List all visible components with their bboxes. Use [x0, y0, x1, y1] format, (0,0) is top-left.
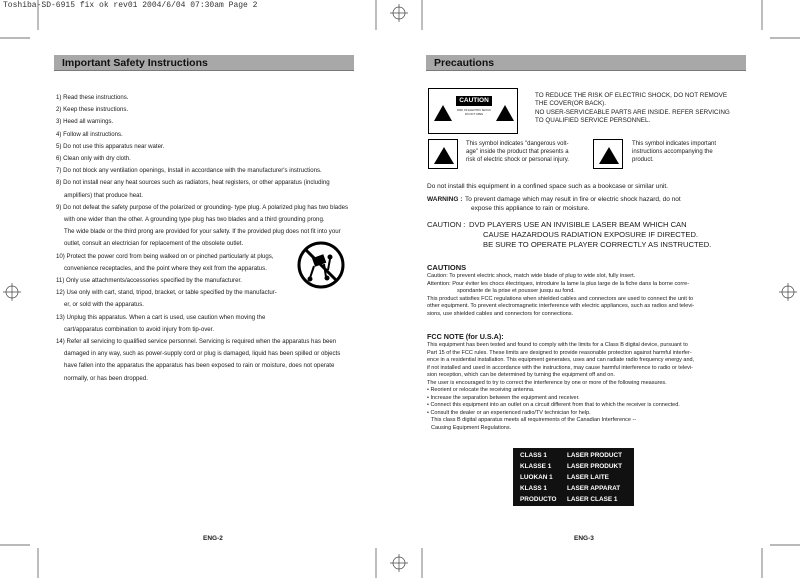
list-item-continuation: normally, or has been dropped.: [64, 374, 148, 382]
table-row: [513, 494, 634, 505]
text-line: Part 15 of the FCC rules. These limits are designed to provide reasonable protection against harmful interfer-: [427, 349, 692, 356]
list-item-continuation: convenience receptacles, and the point where they exit from the apparatus.: [64, 264, 267, 272]
table-row: [513, 461, 634, 472]
cautions-text: [427, 273, 747, 319]
warning-label: WARNING :: [427, 196, 463, 203]
text-line: if not installed and used in accordance with the instructions, may cause harmful interference to radio or televi-: [427, 364, 693, 371]
text-line: Attention: Pour éviter les chocs électriques, introduire la lame la plus large de la fiche dans la borne corre-: [427, 280, 690, 287]
text-line: To prevent damage which may result in fire or electric shock hazard, do not: [465, 196, 681, 203]
list-item: 2) Keep these instructions.: [56, 106, 129, 114]
text-line: This product satisfies FCC regulations when shielded cables and connectors are used to connect the unit to: [427, 295, 694, 302]
list-item: 3) Heed all warnings.: [56, 118, 114, 126]
text-line: THE COVER(OR BACK).: [535, 100, 607, 108]
printer-slug: Toshiba-SD-6915 fix ok rev01 2004/6/04 07:30am Page 2: [3, 1, 258, 10]
list-item-continuation: The wide blade or the third prong are provided for your safety. If the provided plug does not fit into your: [64, 228, 341, 236]
shock-triangle-icon: [434, 105, 452, 121]
install-note: Do not install this equipment in a confined space such as a bookcase or similar unit.: [427, 183, 668, 190]
list-item: 4) Follow all instructions.: [56, 130, 123, 138]
list-item-continuation: with one wider than the other. A grounding type plug has two blades and a third grounding prong.: [64, 216, 325, 224]
table-row: [513, 450, 634, 461]
text-line: sions, use shielded cables and connectors for connections.: [427, 310, 574, 317]
text-line: Causing Equipment Regulations.: [431, 424, 512, 431]
text-line: spondante de la prise et pousser jusqu au fond.: [457, 288, 575, 295]
list-item: 10) Protect the power cord from being walked on or pinched particularly at plugs,: [56, 252, 274, 260]
page-number-left: ENG-2: [203, 535, 223, 542]
list-item-continuation: damaged in any way, such as power-supply cord or plug is damaged, liquid has been spilled or objects: [64, 350, 341, 358]
important-instructions-symbol: [593, 139, 623, 169]
table-cell: LASER CLASE 1: [567, 496, 618, 503]
text-line: sion reception, which can be determined by turning the equipment off and on.: [427, 372, 615, 378]
table-cell: LUOKAN 1: [520, 474, 553, 481]
text-line: other equipment. To prevent electromagnetic interference with electric appliances, such as radios and televi-: [427, 303, 695, 310]
text-line: DVD PLAYERS USE AN INVISIBLE LASER BEAM WHICH CAN: [469, 220, 687, 229]
table-cell: KLASS 1: [520, 485, 547, 492]
important-instructions-text: [632, 140, 716, 164]
table-cell: PRODUCTO: [520, 496, 557, 503]
table-row: [513, 483, 634, 494]
list-item-continuation: outlet, consult an electrician for replacement of the obsolete outlet.: [64, 240, 244, 248]
cautions-title: CAUTIONS: [427, 263, 467, 272]
exclamation-triangle-icon: [496, 105, 514, 121]
list-item: 14) Refer all servicing to qualified service personnel. Servicing is required when the apparatus has been: [56, 338, 337, 346]
safety-instructions-header: Important Safety Instructions: [54, 55, 354, 71]
text-line: expose this appliance to rain or moisture.: [471, 204, 590, 212]
laser-caution-label: CAUTION :: [427, 220, 466, 229]
list-item-continuation: er, or sold with the apparatus.: [64, 301, 144, 309]
list-item: 5) Do not use this apparatus near water.: [56, 142, 165, 150]
text-line: This symbol indicates "dangerous volt-: [466, 141, 569, 147]
safety-instruction-list: [56, 92, 362, 385]
text-line: This symbol indicates important: [632, 141, 717, 147]
text-line: This class B digital apparatus meets all requirements of the Canadian Interference --: [431, 417, 637, 423]
text-line: NO USER-SERVICEABLE PARTS ARE INSIDE. REFER SERVICING: [535, 108, 730, 116]
lightning-triangle-icon: [434, 147, 454, 164]
list-item-continuation: cart/apparatus combination to avoid injury from tip-over.: [64, 325, 215, 333]
text-line: • Increase the separation between the equipment and receiver.: [427, 394, 580, 401]
fcc-title: FCC NOTE (for U.S.A):: [427, 332, 504, 341]
list-item: 8) Do not install near any heat sources such as radiators, heat registers, or other apparatus (including: [56, 179, 330, 187]
text-line: This equipment has been tested and found to comply with the limits for a Class B digital device, pursuant to: [427, 342, 688, 348]
list-item-continuation: have fallen into the apparatus the apparatus has been exposed to rain or moisture, does not operate: [64, 362, 335, 370]
dangerous-voltage-symbol: [428, 139, 458, 169]
fcc-text: [427, 342, 747, 432]
list-item: 12) Use only with cart, stand, tripod, bracket, or table specified by the manufactur-: [56, 289, 277, 297]
dangerous-voltage-text: [466, 140, 569, 164]
caution-label-title: CAUTION: [456, 96, 492, 106]
text-line: • Consult the dealer or an experienced radio/TV technician for help.: [427, 409, 591, 416]
table-cell: LASER PRODUKT: [567, 463, 623, 470]
text-line: Caution: To prevent electric shock, match wide blade of plug to wide slot, fully insert.: [427, 273, 636, 279]
text-line: risk of electric shock or personal injury.: [466, 157, 569, 163]
cart-tipover-warning-icon: [296, 240, 346, 290]
caution-label-subtext: RISK OF ELECTRIC SHOCK DO NOT OPEN: [457, 109, 491, 116]
exclamation-triangle-icon: [599, 147, 619, 164]
text-line: • Reorient or relocate the receiving antenna.: [427, 387, 535, 393]
list-item: 6) Clean only with dry cloth.: [56, 155, 131, 163]
warning-block: [427, 196, 681, 213]
text-line: product.: [632, 157, 654, 163]
list-item: 9) Do not defeat the safety purpose of the polarized or grounding- type plug. A polarized plug has two blades: [56, 203, 349, 211]
text-line: ence in a residential installation. This equipment generates, uses and can radiate radio frequency energy and,: [427, 357, 695, 363]
text-line: BE SURE TO OPERATE PLAYER CORRECTLY AS INSTRUCTED.: [483, 240, 712, 249]
table-cell: CLASS 1: [520, 452, 547, 459]
text-line: CAUSE HAZARDOUS RADIATION EXPOSURE IF DIRECTED.: [483, 230, 699, 239]
text-line: age" inside the product that presents a: [466, 149, 569, 155]
precautions-header: Precautions: [426, 55, 746, 71]
table-row: [513, 472, 634, 483]
list-item: 1) Read these instructions.: [56, 94, 129, 101]
list-item-continuation: amplifiers) that produce heat.: [64, 191, 143, 199]
text-line: The user is encouraged to try to correct the interference by one or more of the following measures.: [427, 379, 667, 386]
caution-label-box: [428, 88, 518, 134]
shock-warning-text: [535, 92, 730, 126]
table-cell: LASER LAITE: [567, 474, 609, 481]
text-line: TO QUALIFIED SERVICE PERSONNEL.: [535, 117, 651, 125]
table-cell: LASER APPARAT: [567, 485, 621, 492]
text-line: TO REDUCE THE RISK OF ELECTRIC SHOCK, DO NOT REMOVE: [535, 92, 728, 99]
table-cell: KLASSE 1: [520, 463, 552, 470]
laser-caution-block: [427, 220, 711, 250]
table-cell: LASER PRODUCT: [567, 452, 623, 459]
laser-class-table: [513, 448, 634, 506]
list-item: 11) Only use attachments/accessories specified by the manufacturer.: [56, 277, 242, 285]
text-line: • Connect this equipment into an outlet on a circuit different from that to which the receiver is connected.: [427, 402, 680, 408]
text-line: instructions accompanying the: [632, 149, 713, 155]
list-item: 7) Do not block any ventilation openings, Install in accordance with the manufacturer's instructions.: [56, 167, 322, 175]
page-number-right: ENG-3: [574, 535, 594, 542]
list-item: 13) Unplug this apparatus. When a cart is used, use caution when moving the: [56, 313, 266, 321]
